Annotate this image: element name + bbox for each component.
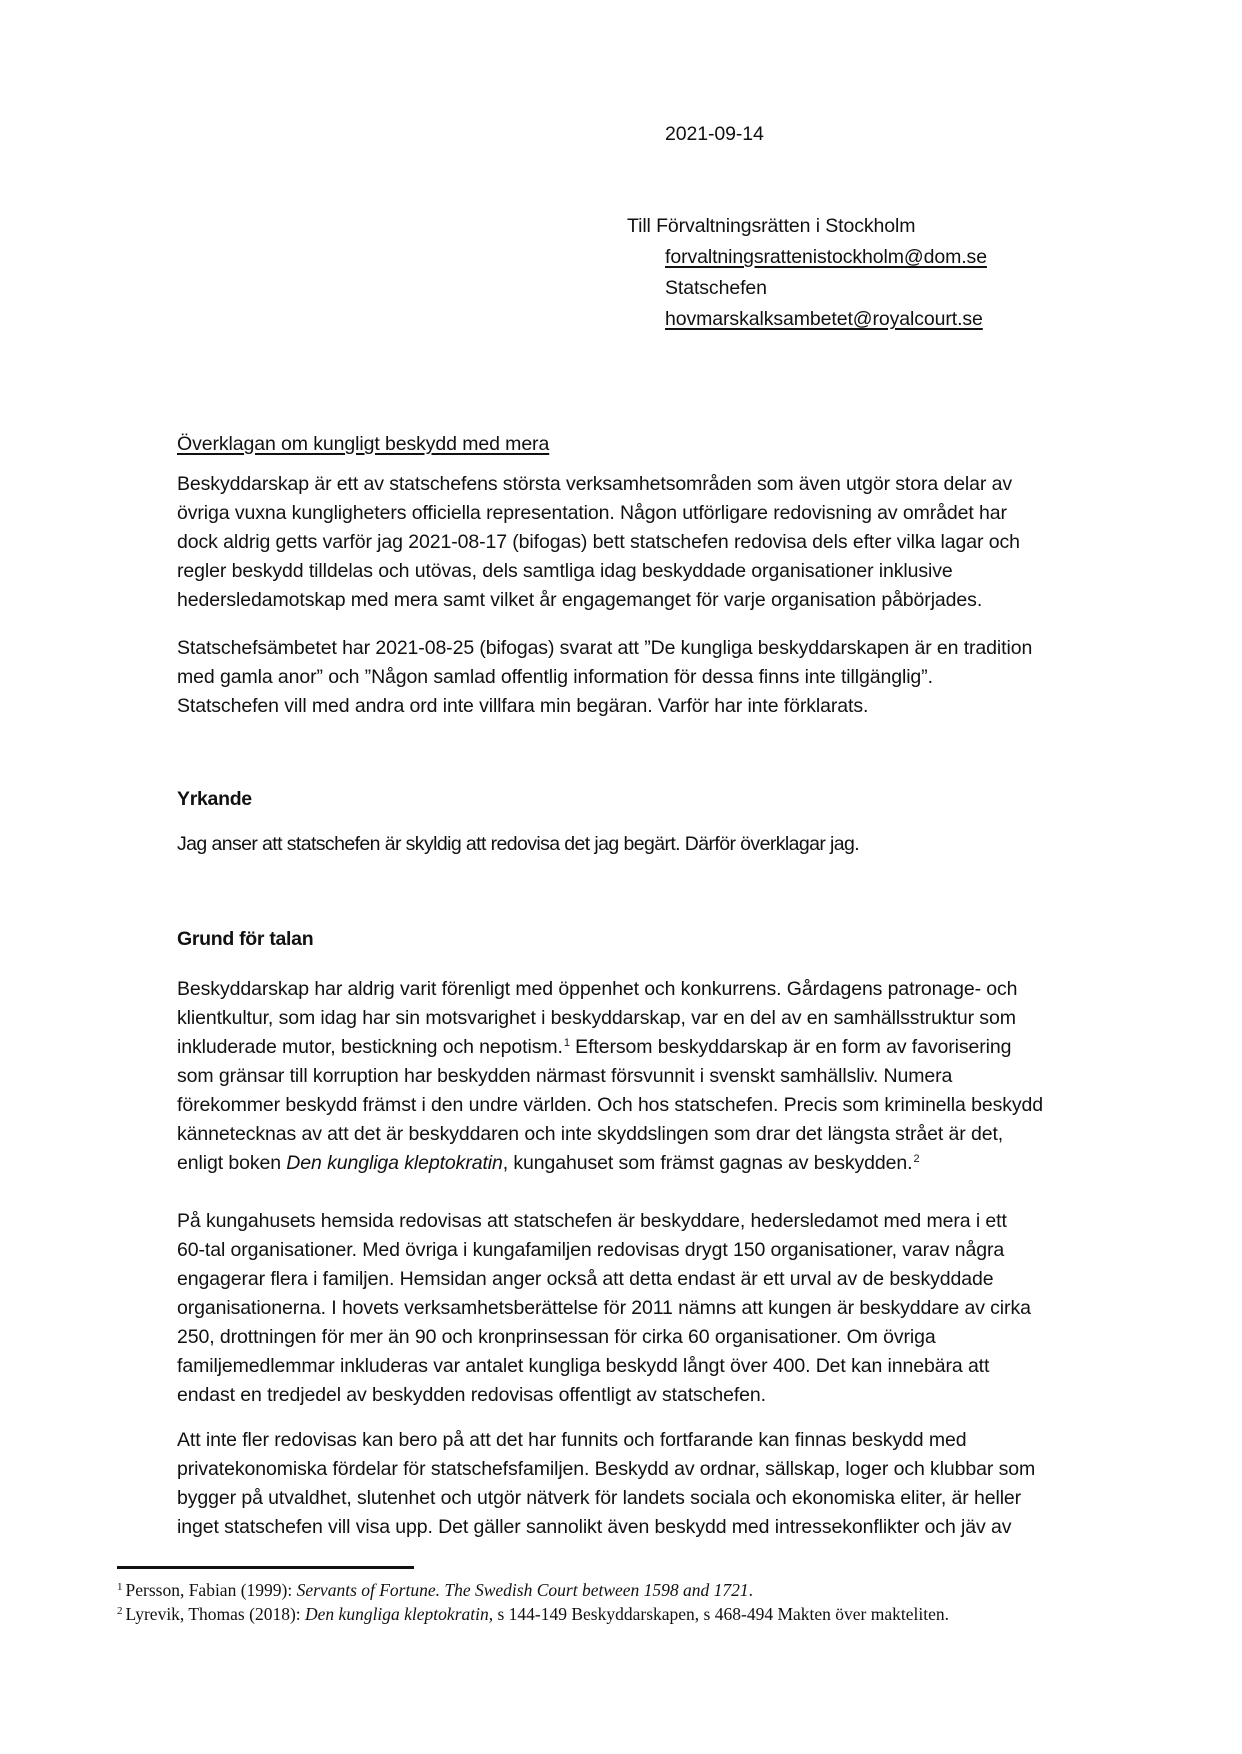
text-segment: enligt boken xyxy=(177,1152,287,1174)
footnote-ref-1[interactable]: 1 xyxy=(563,1037,570,1049)
intro-paragraph-2 xyxy=(177,634,1127,721)
text-segment: , kungahuset som främst gagnas av beskydden. xyxy=(502,1152,913,1174)
footnote-separator xyxy=(117,1566,414,1569)
footnote-2 xyxy=(117,1602,949,1626)
text-line-with-book-title xyxy=(177,1149,1127,1178)
footnote-author: Lyrevik, Thomas (2018): xyxy=(125,1604,306,1624)
text-line: 250, drottningen för mer än 90 och kronprinsessan för cirka 60 organisationer. Om övriga xyxy=(177,1326,936,1348)
text-line: Beskyddarskap är ett av statschefens största verksamhetsområden som även utgör stora delar av xyxy=(177,473,1013,495)
text-line: endast en tredjedel av beskydden redovisas offentligt av statschefen. xyxy=(177,1384,766,1406)
recipient-court: Till Förvaltningsrätten i Stockholm xyxy=(627,215,916,237)
text-line: regler beskydd tilldelas och utövas, dels samtliga idag beskyddade organisationer inklusive xyxy=(177,560,953,582)
footnote-title: Servants of Fortune. The Swedish Court between 1598 and 1721 xyxy=(296,1580,749,1600)
recipient-head-of-state: Statschefen xyxy=(665,277,767,299)
recipient-block xyxy=(665,242,987,335)
footnote-marker: 2 xyxy=(117,1605,123,1617)
book-title: Den kungliga kleptokratin xyxy=(286,1152,503,1174)
text-line-with-footnote xyxy=(177,1033,1127,1062)
text-line: 60-tal organisationer. Med övriga i kungafamiljen redovisas drygt 150 organisationer, varav några xyxy=(177,1239,1005,1261)
text-line: dock aldrig getts varför jag 2021-08-17 (bifogas) bett statschefen redovisa dels efter vilka lagar och xyxy=(177,531,1020,553)
text-line: Statschefen vill med andra ord inte villfara min begäran. Varför har inte förklarats. xyxy=(177,695,869,717)
footnote-author: Persson, Fabian (1999): xyxy=(125,1580,297,1600)
text-segment: inkluderade mutor, bestickning och nepotism. xyxy=(177,1036,563,1058)
text-line: engagerar flera i familjen. Hemsidan anger också att detta endast är ett urval av de beskyddade xyxy=(177,1268,994,1290)
grounds-paragraph-3 xyxy=(177,1426,1127,1542)
grounds-paragraph-2 xyxy=(177,1207,1127,1410)
footnote-1 xyxy=(117,1578,949,1602)
intro-paragraph-1 xyxy=(177,470,1127,615)
text-line: klientkultur, som idag har sin motsvarighet i beskyddarskap, var en del av en samhällsstruktur som xyxy=(177,1007,1016,1029)
text-line: privatekonomiska fördelar för statschefsfamiljen. Beskydd av ordnar, sällskap, loger och klubbar som xyxy=(177,1458,1036,1480)
text-line: hedersledamotskap med mera samt vilket år engagemanget för varje organisation påbörjades. xyxy=(177,589,983,611)
royal-court-email-link[interactable]: hovmarskalksambetet@royalcourt.se xyxy=(665,308,983,330)
footnote-rest: . xyxy=(748,1580,754,1600)
section-heading-grounds: Grund för talan xyxy=(177,928,314,950)
text-line: övriga vuxna kungligheters officiella representation. Någon utförligare redovisning av området har xyxy=(177,502,1007,524)
text-line: Statschefsämbetet har 2021-08-25 (bifogas) svarat att ”De kungliga beskyddarskapen är en tradition xyxy=(177,637,1033,659)
footnote-rest: , s 144-149 Beskyddarskapen, s 468-494 Makten över makteliten. xyxy=(488,1604,949,1624)
document-title: Överklagan om kungligt beskydd med mera xyxy=(177,433,550,455)
text-line: organisationerna. I hovets verksamhetsberättelse för 2011 nämns att kungen är beskyddare av cirka xyxy=(177,1297,1031,1319)
text-line: som gränsar till korruption har beskydden närmast försvunnit i svenskt samhällsliv. Numera xyxy=(177,1065,953,1087)
text-segment: Eftersom beskyddarskap är en form av favorisering xyxy=(569,1036,1012,1058)
footnotes xyxy=(117,1578,949,1626)
text-line: med gamla anor” och ”Någon samlad offentlig information för dessa finns inte tillgänglig”. xyxy=(177,666,933,688)
text-line: kännetecknas av att det är beskyddaren och inte skyddslingen som drar det längsta strået är det, xyxy=(177,1123,1004,1145)
text-line: Att inte fler redovisas kan bero på att det har funnits och fortfarande kan finnas beskydd med xyxy=(177,1429,967,1451)
text-line: förekommer beskydd främst i den undre världen. Och hos statschefen. Precis som kriminella beskydd xyxy=(177,1094,1044,1116)
grounds-paragraph-1 xyxy=(177,975,1127,1178)
text-line: familjemedlemmar inkluderas var antalet kungliga beskydd långt över 400. Det kan innebära att xyxy=(177,1355,990,1377)
footnote-ref-2[interactable]: 2 xyxy=(913,1153,920,1165)
claim-text: Jag anser att statschefen är skyldig att redovisa det jag begärt. Därför överklagar jag. xyxy=(177,833,860,855)
text-line: På kungahusets hemsida redovisas att statschefen är beskyddare, hedersledamot med mera i ett xyxy=(177,1210,1007,1232)
section-heading-claim: Yrkande xyxy=(177,788,252,810)
court-email-link[interactable]: forvaltningsrattenistockholm@dom.se xyxy=(665,246,987,268)
letter-date: 2021-09-14 xyxy=(665,123,764,145)
footnote-title: Den kungliga kleptokratin xyxy=(305,1604,489,1624)
text-line: bygger på utvaldhet, slutenhet och utgör nätverk för landets sociala och ekonomiska eliter, är heller xyxy=(177,1487,1022,1509)
footnote-marker: 1 xyxy=(117,1581,123,1593)
text-line: Beskyddarskap har aldrig varit förenligt med öppenhet och konkurrens. Gårdagens patronage- och xyxy=(177,978,1018,1000)
text-line: inget statschefen vill visa upp. Det gäller sannolikt även beskydd med intressekonflikter och jäv av xyxy=(177,1516,1012,1538)
